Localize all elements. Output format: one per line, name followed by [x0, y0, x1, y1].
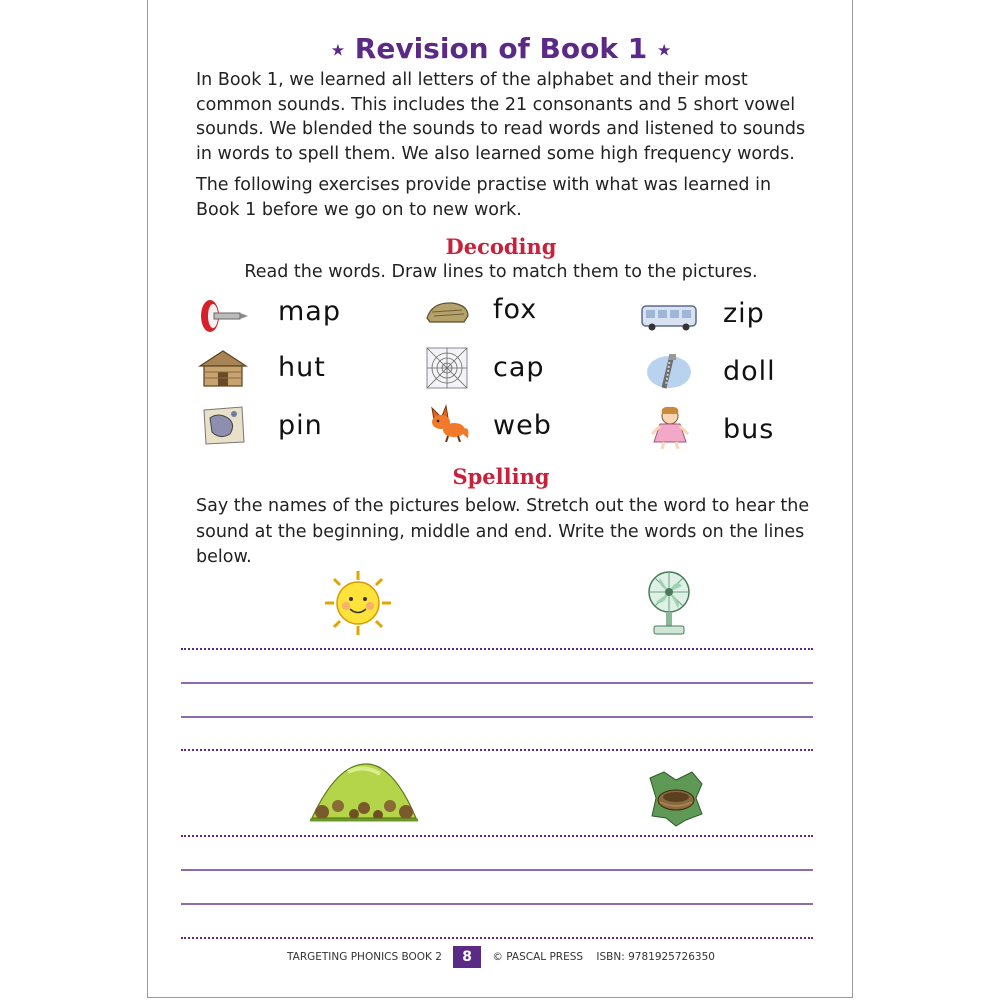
- dotted-writing-line: [181, 749, 813, 751]
- pin-icon: [196, 296, 248, 336]
- decoding-instruction: Read the words. Draw lines to match them to the pictures.: [244, 262, 758, 282]
- doll-icon: [648, 404, 692, 450]
- solid-writing-line: [181, 682, 813, 684]
- nest-icon: [646, 768, 706, 828]
- worksheet-page: [147, 0, 853, 998]
- hut-icon: [198, 348, 248, 388]
- fan-icon: [646, 570, 692, 636]
- solid-writing-line: [181, 869, 813, 871]
- title-text: Revision of Book 1: [354, 32, 648, 65]
- zip-icon: [646, 352, 692, 390]
- hill-icon: [308, 760, 420, 824]
- word-cap: cap: [493, 352, 545, 383]
- intro-paragraph-2: The following exercises provide practise with what was learned in Book 1 before we go on to new work.: [196, 175, 772, 220]
- star-icon: ★: [330, 40, 346, 60]
- word-bus: bus: [723, 414, 775, 445]
- footer-publisher: © PASCAL PRESS: [492, 951, 584, 963]
- map-icon: [200, 404, 246, 446]
- decoding-heading: Decoding: [445, 234, 557, 259]
- dotted-writing-line: [181, 937, 813, 939]
- star-icon: ★: [656, 40, 672, 60]
- footer-isbn: ISBN: 9781925726350: [596, 951, 715, 963]
- word-web: web: [493, 410, 552, 441]
- word-pin: pin: [278, 410, 323, 441]
- web-icon: [426, 347, 468, 389]
- word-map: map: [278, 296, 341, 327]
- word-fox: fox: [493, 294, 538, 325]
- bus-icon: [640, 304, 698, 332]
- fox-icon: [428, 402, 470, 442]
- word-zip: zip: [723, 298, 765, 329]
- footer-book-title: TARGETING PHONICS BOOK 2: [287, 951, 442, 963]
- sun-icon: [324, 570, 392, 636]
- dotted-writing-line: [181, 648, 813, 650]
- page-title: [148, 32, 854, 65]
- spelling-heading: Spelling: [452, 464, 550, 489]
- solid-writing-line: [181, 716, 813, 718]
- solid-writing-line: [181, 903, 813, 905]
- cap-icon: [424, 300, 470, 326]
- dotted-writing-line: [181, 835, 813, 837]
- page-footer: [148, 946, 854, 968]
- spelling-instruction: Say the names of the pictures below. Stretch out the word to hear the sound at the beginning, middle and end. Write the words on the lines below.: [196, 496, 810, 567]
- page-number: 8: [453, 946, 481, 968]
- intro-paragraph-1: In Book 1, we learned all letters of the alphabet and their most common sounds. This includes the 21 consonants and 5 short vowel sounds. We blended the sounds to read words and listened to sounds in words to spell them. We also learned some high frequency words.: [196, 70, 806, 164]
- word-doll: doll: [723, 356, 776, 387]
- word-hut: hut: [278, 352, 326, 383]
